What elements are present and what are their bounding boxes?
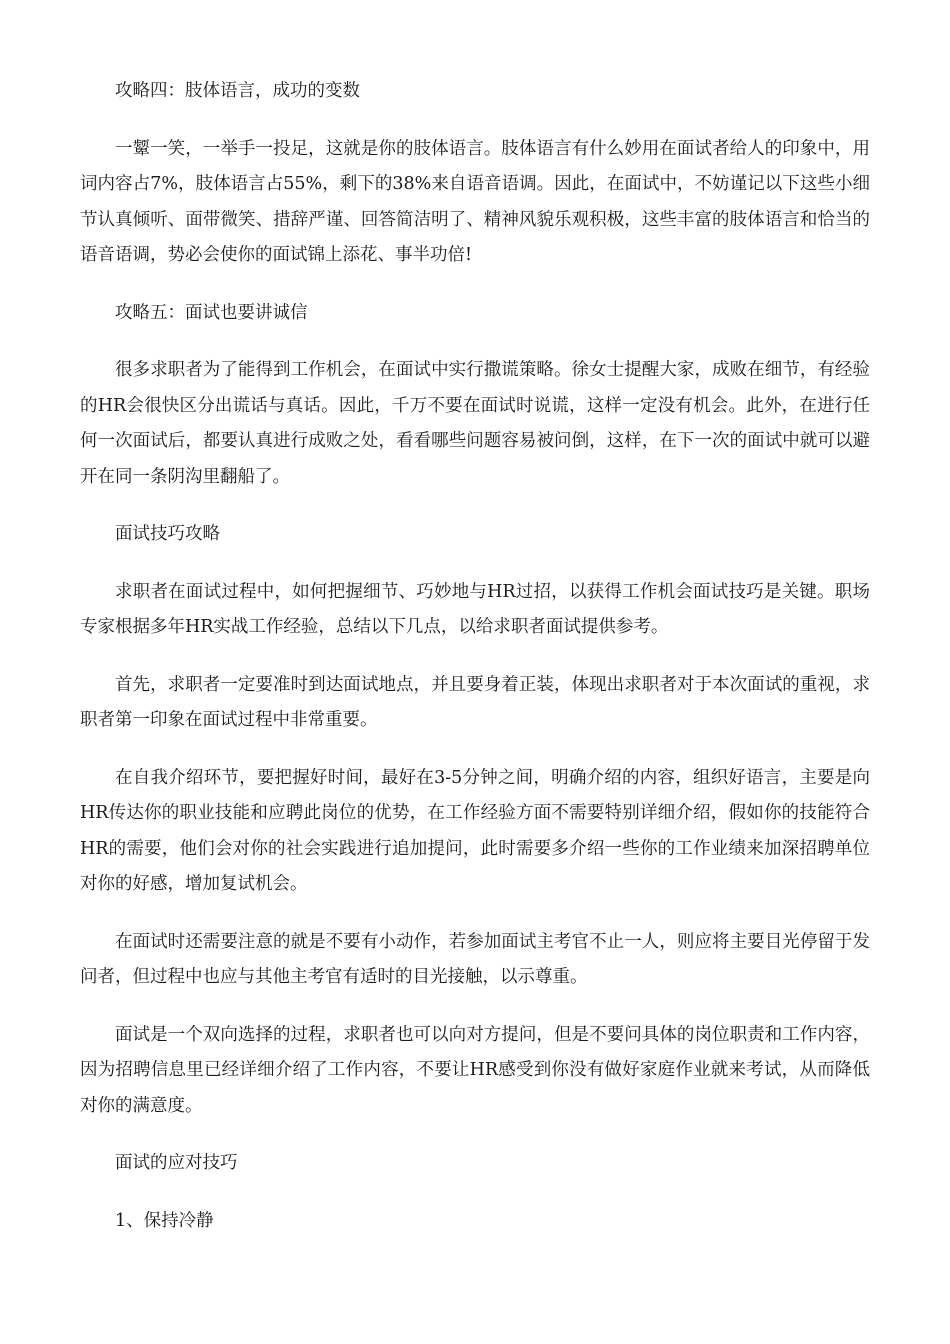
- paragraph-honesty: 很多求职者为了能得到工作机会，在面试中实行撒谎策略。徐女士提醒大家，成败在细节，有经验的HR会很快区分出谎话与真话。因此，千万不要在面试时说谎，这样一定没有机会。此外，在进行任何一次面试后，都要认真进行成败之处，看看哪些问题容易被问倒，这样，在下一次的面试中就可以避开在同一条阴沟里翻船了。: [80, 360, 870, 487]
- section-heading-strategy-5: 攻略五：面试也要讲诚信: [115, 302, 308, 323]
- section-heading-interview-tips: 面试技巧攻略: [115, 524, 220, 544]
- paragraph-self-introduction: 在自我介绍环节，要把握好时间，最好在3-5分钟之间，明确介绍的内容，组织好语言，主要是向HR传达你的职业技能和应聘此岗位的优势，在工作经验方面不需要特别详细介绍，假如你的技能符合HR的需要，他们会对你的社会实践进行追加提问，此时需要多介绍一些你的工作业绩来加深招聘单位对你的好感，增加复试机会。: [80, 767, 870, 894]
- paragraph-tips-intro: 求职者在面试过程中，如何把握细节、巧妙地与HR过招，以获得工作机会面试技巧是关键。职场专家根据多年HR实战工作经验，总结以下几点，以给求职者面试提供参考。: [80, 581, 870, 637]
- paragraph-punctuality: 首先，求职者一定要准时到达面试地点，并且要身着正装，体现出求职者对于本次面试的重视，求职者第一印象在面试过程中非常重要。: [80, 674, 870, 730]
- section-heading-coping-skills: 面试的应对技巧: [115, 1153, 238, 1173]
- section-heading-strategy-4: 攻略四：肢体语言，成功的变数: [115, 81, 360, 101]
- document-body: [80, 74, 870, 1261]
- paragraph-eye-contact: 在面试时还需要注意的就是不要有小动作，若参加面试主考官不止一人，则应将主要目光停留于发问者，但过程中也应与其他主考官有适时的目光接触，以示尊重。: [80, 931, 870, 987]
- paragraph-two-way-choice: 面试是一个双向选择的过程，求职者也可以向对方提问，但是不要问具体的岗位职责和工作内容，因为招聘信息里已经详细介绍了工作内容，不要让HR感受到你没有做好家庭作业就来考试，从而降低对你的满意度。: [80, 1024, 870, 1116]
- paragraph-body-language: 一颦一笑，一举手一投足，这就是你的肢体语言。肢体语言有什么妙用在面试者给人的印象中，用词内容占7%，肢体语言占55%，剩下的38%来自语音语调。因此，在面试中，不妨谨记以下这些小细节认真倾听、面带微笑、措辞严谨、回答简洁明了、精神风貌乐观积极，这些丰富的肢体语言和恰当的语音语调，势必会使你的面试锦上添花、事半功倍!: [80, 138, 870, 265]
- list-item-stay-calm: 1、保持冷静: [115, 1210, 214, 1231]
